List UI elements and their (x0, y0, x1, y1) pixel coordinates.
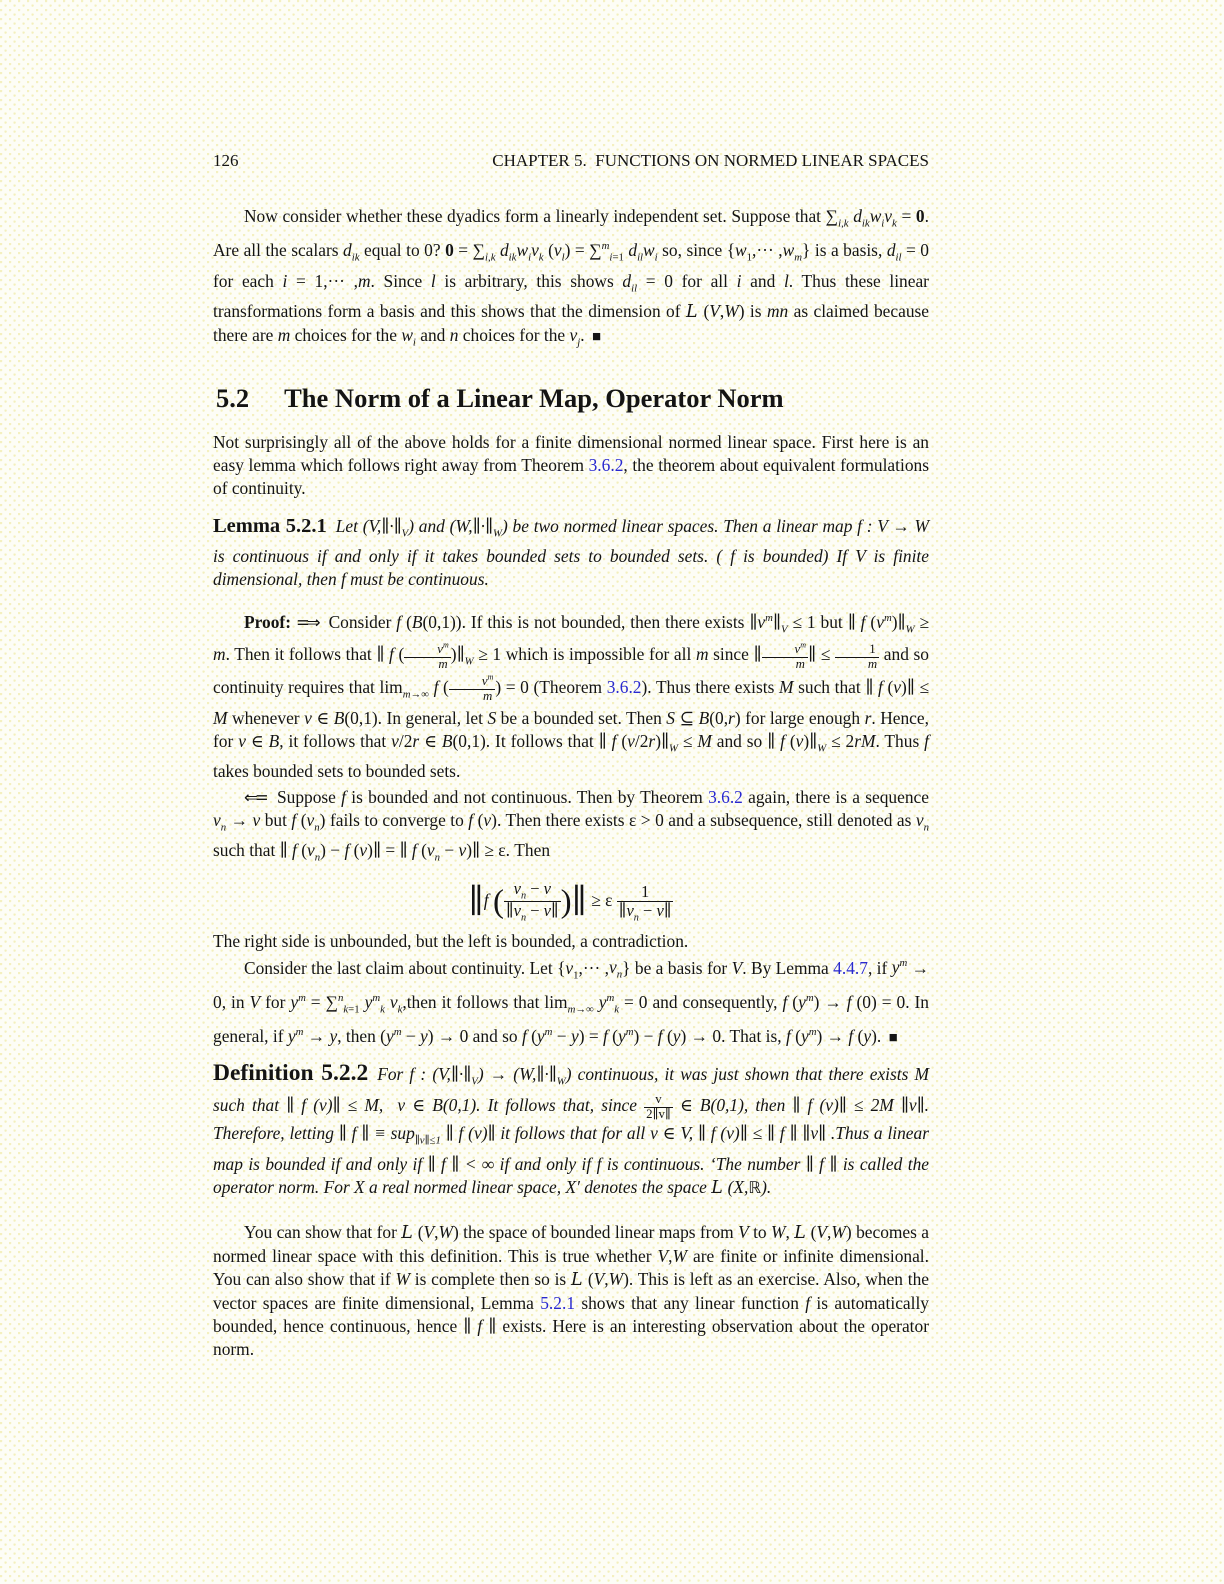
page-number: 126 (213, 151, 239, 170)
lemma-label: Lemma 5.2.1 (213, 514, 327, 537)
ref-link-4-4-7[interactable]: 4.4.7 (833, 957, 868, 978)
definition-body: For f : $(V,\parallel\cdot\parallel_V)$ → $(W,\parallel\cdot\parallel_W)$ continuous, it was just shown that there exists M such that ∥ f (v)∥ ≤ M, v ∈ B(0,1). It follows that, since $\frac{v}{2\parallel v\parallel}$ ∈ B(0,1), then ∥ f (v)∥ ≤ 2M ∥v∥. Therefore, letting ∥ f ∥ ≡ sup$_{\parallel v\parallel\le 1}$ ∥ f (v)∥ it follows that for all v ∈ V, ∥ f (v)∥ ≤ ∥ f ∥ ∥v∥ .Thus a linear map is bounded if and only if ∥ f ∥ < ∞ if and only if f is continuous. ‘The number ∥ f ∥ is called the operator norm. For X a real normed linear space, X′ denotes the space L (X,ℝ). (213, 1063, 929, 1198)
section-title: The Norm of a Linear Map, Operator Norm (284, 382, 784, 413)
lemma-5-2-1 (213, 515, 929, 591)
display-equation: ∥f ( $\frac{v_n - v}{\parallel v_n - v\parallel}$ )∥ ≥ ε $\frac{1}{\parallel v_n - v\parallel}$ (468, 878, 672, 924)
definition-5-2-2 (213, 1059, 929, 1200)
ref-link-3-6-2[interactable]: 3.6.2 (708, 787, 743, 807)
proof-paragraph-forward: Proof: =⇒ Consider f (B(0,1)). If this is not bounded, then there exists $\parallel v^m\parallel_V \le 1$ but ∥ f $(v^m)\parallel_W \ge m$. Then it follows that ∥ f ( $\frac{v^m}{m}$ )$\parallel_W \ge 1$ which is impossible for all m since ∥ $\frac{v^m}{m}$ ∥ ≤ $\frac{1}{m}$ and so continuity requires that $\lim_{m\to\infty} f$ ( $\frac{v^m}{m}$ ) = 0 (Theorem 3.6.2). Thus there exists M such that ∥ f (v)∥ ≤ M whenever v ∈ B(0,1). In general, let S be a bounded set. Then S ⊆ B(0,r) for large enough r. Hence, for v ∈ B, it follows that v/2r ∈ B(0,1). It follows that ∥ f $(v/2r)\parallel_W \le M$ and so ∥ f $(v)\parallel_W \le 2rM$. Thus f takes bounded sets to bounded sets. (213, 611, 930, 781)
implies-arrow-icon: =⇒ (295, 612, 318, 632)
chapter-header: CHAPTER 5. FUNCTIONS ON NORMED LINEAR SPACES (492, 151, 929, 170)
qed-icon: ■ (888, 1029, 898, 1046)
proof-paragraph-converse: ⇐= Suppose f is bounded and not continuous. Then by Theorem 3.6.2 again, there is a sequence $v_n \to v$ but f $(v_n)$ fails to converge to f (v). Then there exists ε > 0 and a subsequence, still denoted as $v_n$ such that ∥ f $(v_n) - f$ (v)∥ = ∥ f ($v_n$ − v)∥ ≥ ε. Then (213, 787, 929, 864)
running-head (213, 150, 929, 172)
qed-icon: ■ (591, 329, 601, 346)
ref-link-5-2-1[interactable]: 5.2.1 (540, 1292, 576, 1313)
paragraph-dyadics: Now consider whether these dyadics form a linearly independent set. Suppose that $\sum_{i,k}$ $d_{ik}w_iv_k = 0$. Are all the scalars $d_{ik}$ equal to 0? $0 = \sum_{i,k}$ $d_{ik}w_iv_k$ $(v_l) = \sum^m_{i=1}$ $d_{il}w_i$ so, since $\{w_1,\cdot\cdot\cdot ,w_m\}$ is a basis, $d_{il} = 0$ for each i = 1,··· ,m. Since l is arbitrary, this shows $d_{il} = 0$ for all i and l. Thus these linear transformations form a basis and this shows that the dimension of L (V,W) is mn as claimed because there are m choices for the $w_i$ and n choices for the $v_j$. ■ (213, 206, 929, 349)
paragraph-conclusion: You can show that for L (V,W) the space of bounded linear maps from V to W, L (V,W) becomes a normed linear space with this definition. This is true whether V,W are finite or infinite dimensional. You can also show that if W is complete then so is L (V,W). This is left as an exercise. Also, when the vector spaces are finite dimensional, Lemma 5.2.1 shows that any linear function f is automatically bounded, hence continuous, hence ∥ f ∥ exists. Here is an interesting observation about the operator norm. (213, 1221, 930, 1359)
ref-link-3-6-2[interactable]: 3.6.2 (588, 454, 624, 475)
paragraph-consider-claim: Consider the last claim about continuity. Let $\{v_1,\cdot\cdot\cdot ,v_n\}$ be a basis for V. By Lemma 4.4.7, if $y^m \to 0$, in V for $y^m = \sum^n_{k=1}$ $y^m_k$ $v_k,then$ it follows that $\lim_{m\to\infty} y^m_k = 0$ and consequently, f $(y^m) \to f$ (0) = 0. In general, if $y^m \to y$, then $(y^m - y) \to 0$ and so f $(y^m - y) = f$ $(y^m) - f$ (y) → 0. That is, f $(y^m) \to f$ (y). ■ (213, 957, 929, 1046)
section-heading (216, 382, 929, 414)
implied-by-arrow-icon: ⇐= (244, 788, 266, 807)
ref-link-3-6-2[interactable]: 3.6.2 (606, 677, 642, 698)
page-content (213, 150, 929, 1361)
lemma-body: Let $(V,\parallel\cdot\parallel_V)$ and $(W,\parallel\cdot\parallel_W)$ be two normed linear spaces. Then a linear map f : V → W is continuous if and only if it takes bounded sets to bounded sets. ( f is bounded) If V is finite dimensional, then f must be continuous. (213, 515, 929, 590)
paragraph-section-intro: Not surprisingly all of the above holds for a finite dimensional normed linear space. First here is an easy lemma which follows right away from Theorem 3.6.2, the theorem about equivalent formulations of continuity. (213, 431, 929, 498)
paragraph-rightside: The right side is unbounded, but the left is bounded, a contradiction. (213, 930, 689, 951)
section-number: 5.2 (216, 382, 250, 413)
definition-label: Definition 5.2.2 (213, 1059, 369, 1086)
